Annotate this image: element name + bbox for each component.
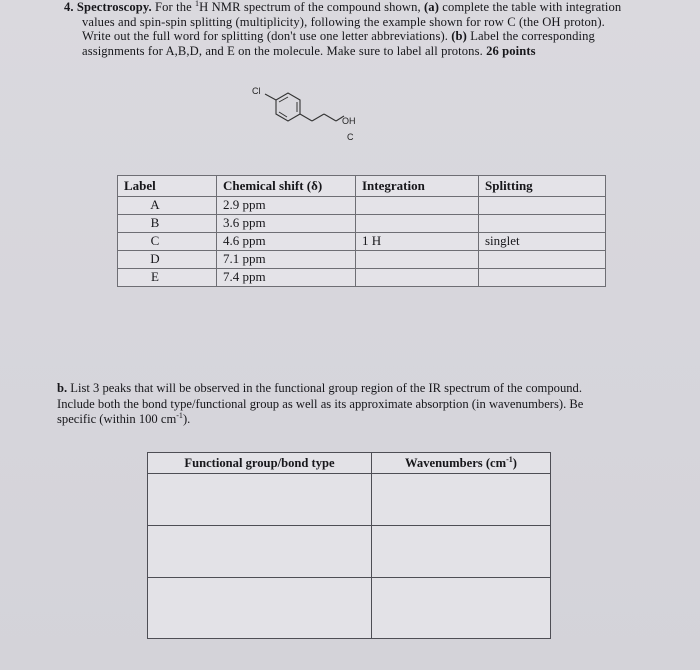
chemical-shift-cell: 2.9 ppm bbox=[217, 197, 356, 215]
table-row bbox=[118, 269, 606, 287]
table-row bbox=[118, 251, 606, 269]
question-line-2: values and spin-spin splitting (multiplicity), following the example shown for row C (the OH proton). bbox=[82, 14, 605, 29]
splitting-cell[interactable] bbox=[479, 197, 606, 215]
question-4-prompt: 4. Spectroscopy. For the $^1$H NMR spectrum of the compound shown, (a) complete the table with integration values and spin-spin splitting (multiplicity), following the example shown for row C (the OH proton). Write out the full word for splitting (don't use one letter abbreviations). (b) Label the corresponding assignments for A,B,D, and E on the molecule. Make sure to label all protons. 26 points bbox=[64, 0, 654, 58]
hydroxyl-label: OH bbox=[342, 116, 356, 126]
question-line-4: assignments for A,B,D, and E on the molecule. Make sure to label all protons. 26 points bbox=[82, 43, 536, 58]
part-b-line-2: Include both the bond type/functional group as well as its approximate absorption (in wavenumbers). Be bbox=[57, 396, 584, 411]
nmr-table bbox=[117, 175, 606, 287]
chemical-shift-cell: 4.6 ppm bbox=[217, 233, 356, 251]
row-label: D bbox=[118, 251, 217, 269]
row-label: E bbox=[118, 269, 217, 287]
table-row bbox=[118, 197, 606, 215]
row-label: C bbox=[118, 233, 217, 251]
part-b-line-3: specific (within 100 $cm^{-1}$). bbox=[57, 410, 191, 426]
part-b-marker: b. bbox=[57, 381, 68, 395]
functional-group-cell[interactable] bbox=[148, 526, 372, 578]
splitting-cell[interactable]: singlet bbox=[479, 233, 606, 251]
table-row bbox=[118, 233, 606, 251]
question-line-3: Write out the full word for splitting (don't use one letter abbreviations). (b) Label the corresponding bbox=[82, 29, 595, 44]
integration-cell[interactable] bbox=[356, 197, 479, 215]
part-b-prompt: b. List 3 peaks that will be observed in the functional group region of the IR spectrum of the compound. Include both the bond type/functional group as well as its approximate absorption (in wavenumbers). Be specific (within 100 $cm^{-1}$). bbox=[57, 381, 672, 428]
functional-group-cell[interactable] bbox=[148, 474, 372, 526]
chlorine-label: Cl bbox=[252, 86, 261, 96]
integration-cell[interactable] bbox=[356, 215, 479, 233]
question-title: Spectroscopy. bbox=[76, 0, 152, 14]
table-row bbox=[148, 474, 551, 526]
header-functional-group: Functional group/bond type bbox=[148, 453, 372, 474]
table-row bbox=[148, 578, 551, 639]
table-row bbox=[148, 526, 551, 578]
wavenumber-cell[interactable] bbox=[372, 474, 551, 526]
splitting-cell[interactable] bbox=[479, 269, 606, 287]
row-label: A bbox=[118, 197, 217, 215]
header-splitting: Splitting bbox=[479, 176, 606, 197]
integration-cell[interactable]: 1 H bbox=[356, 233, 479, 251]
header-wavenumbers: Wavenumbers $(cm^{-1})$ bbox=[372, 453, 551, 474]
wavenumber-cell[interactable] bbox=[372, 526, 551, 578]
question-number: 4. bbox=[64, 0, 74, 14]
molecule-structure bbox=[240, 80, 380, 150]
chemical-shift-cell: 7.1 ppm bbox=[217, 251, 356, 269]
chemical-shift-cell: 7.4 ppm bbox=[217, 269, 356, 287]
functional-group-cell[interactable] bbox=[148, 578, 372, 639]
splitting-cell[interactable] bbox=[479, 251, 606, 269]
nmr-header-row bbox=[118, 176, 606, 197]
row-label: B bbox=[118, 215, 217, 233]
points-label: 26 points bbox=[486, 43, 536, 58]
wavenumber-cell[interactable] bbox=[372, 578, 551, 639]
integration-cell[interactable] bbox=[356, 269, 479, 287]
part-a-marker: (a) bbox=[424, 0, 440, 14]
ir-table bbox=[147, 452, 551, 639]
splitting-cell[interactable] bbox=[479, 215, 606, 233]
table-row bbox=[118, 215, 606, 233]
molecule-drawing bbox=[240, 80, 380, 150]
header-chemical-shift: Chemical shift (δ) bbox=[217, 176, 356, 197]
chemical-shift-cell: 3.6 ppm bbox=[217, 215, 356, 233]
proton-c-label: C bbox=[347, 132, 354, 142]
header-label: Label bbox=[118, 176, 217, 197]
header-integration: Integration bbox=[356, 176, 479, 197]
ir-header-row bbox=[148, 453, 551, 474]
part-b-marker-inline: (b) bbox=[451, 29, 467, 44]
integration-cell[interactable] bbox=[356, 251, 479, 269]
